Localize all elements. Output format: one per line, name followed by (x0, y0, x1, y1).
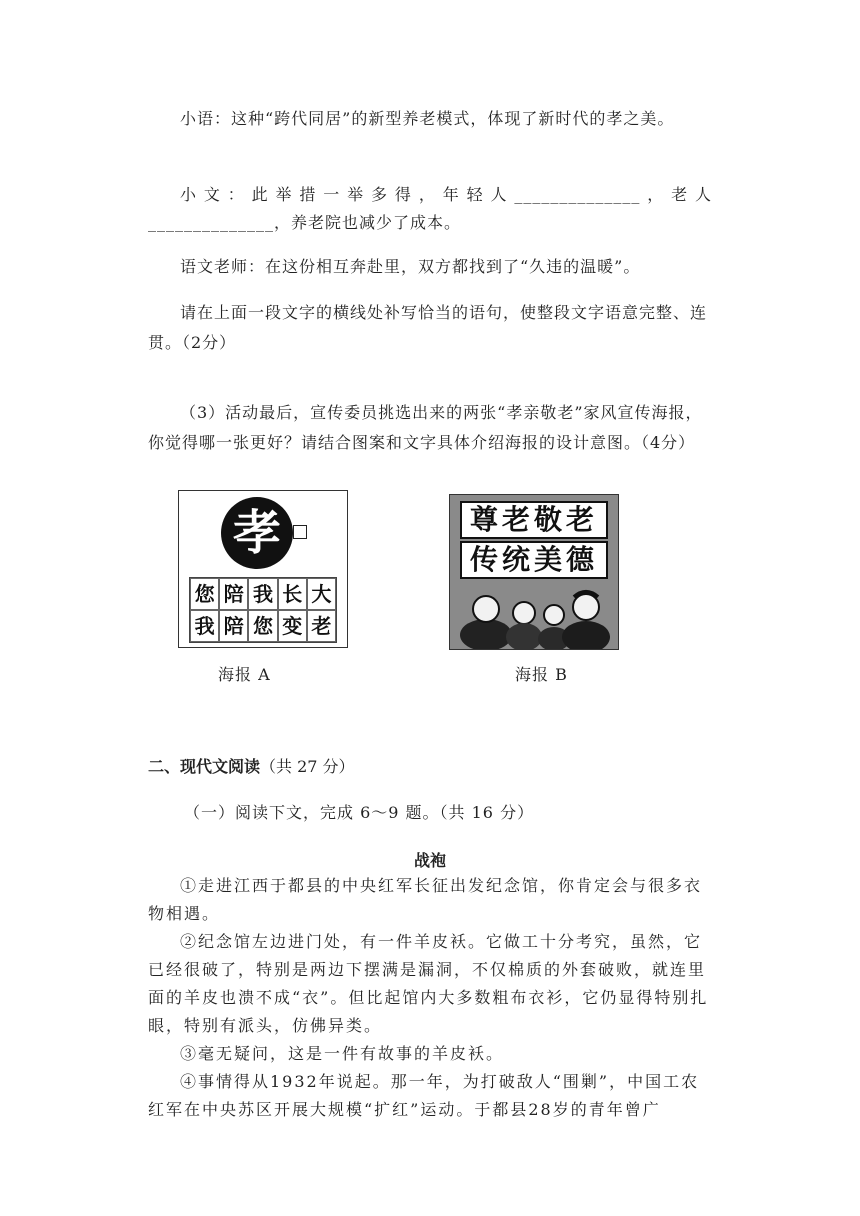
xiao-seal-icon: 孝 (221, 497, 293, 569)
dialog-xiaowen-line2: ______________，养老院也减少了成本。 (148, 213, 462, 232)
poster-a-char: 老 (307, 610, 336, 642)
article-para-1: ①走进江西于都县的中央红军长征出发纪念馆，你肯定会与很多衣物相遇。 (148, 876, 703, 923)
section-points: （共 27 分） (260, 757, 355, 776)
poster-a-char: 您 (248, 610, 277, 642)
dialog-xiaowen-line1: 小文：此举措一举多得，年轻人______________，老人 (180, 185, 712, 204)
poster-a-char: 大 (307, 578, 336, 610)
section-heading (148, 752, 712, 782)
question-3: （3）活动最后，宣传委员挑选出来的两张“孝亲敬老”家风宣传海报，你觉得哪一张更好？请结合图案和文字具体介绍海报的设计意图。（4分） (148, 403, 703, 452)
poster-a-text-grid (189, 577, 337, 643)
section-subheading: （一）阅读下文，完成 6～9 题。（共 16 分） (184, 803, 535, 822)
poster-a-char: 我 (190, 610, 219, 642)
question-instruction: 请在上面一段文字的横线处补写恰当的语句，使整段文字语意完整、连贯。（2分） (148, 303, 708, 352)
section-title: 二、现代文阅读 (148, 757, 261, 776)
article-para-4: ④事情得从1932年说起。那一年，为打破敌人“围剿”，中国工农红军在中央苏区开展大规模“扩红”运动。于都县28岁的青年曾广 (148, 1072, 700, 1119)
dialog-xiaoyu: 小语：这种“跨代同居”的新型养老模式，体现了新时代的孝之美。 (180, 109, 675, 128)
poster-a-char: 我 (248, 578, 277, 610)
poster-a-char: 您 (190, 578, 219, 610)
stamp-icon (293, 525, 307, 539)
article-para-3: ③毫无疑问，这是一件有故事的羊皮袄。 (180, 1044, 505, 1063)
poster-a-char: 陪 (219, 578, 248, 610)
poster-b (449, 494, 619, 650)
article-title: 战袍 (413, 851, 446, 870)
poster-b-line1: 尊老敬老 (460, 501, 608, 539)
poster-b-line2: 传统美德 (460, 541, 608, 579)
dialog-teacher: 语文老师：在这份相互奔赴里，双方都找到了“久违的温暖”。 (180, 257, 641, 276)
poster-a-char: 长 (278, 578, 307, 610)
poster-a (178, 490, 348, 648)
poster-a-caption: 海报 A (218, 665, 271, 684)
article-para-2: ②纪念馆左边进门处，有一件羊皮袄。它做工十分考究，虽然，它已经很破了，特别是两边下摆满是漏洞，不仅棉质的外套破败，就连里面的羊皮也溃不成“衣”。但比起馆内大多数粗布衣衫，它仍显得特别扎眼，特别有派头，仿佛异类。 (148, 932, 709, 1035)
poster-b-caption: 海报 B (515, 665, 568, 684)
poster-a-char: 陪 (219, 610, 248, 642)
family-illustration-icon (450, 579, 618, 649)
poster-a-char: 变 (278, 610, 307, 642)
